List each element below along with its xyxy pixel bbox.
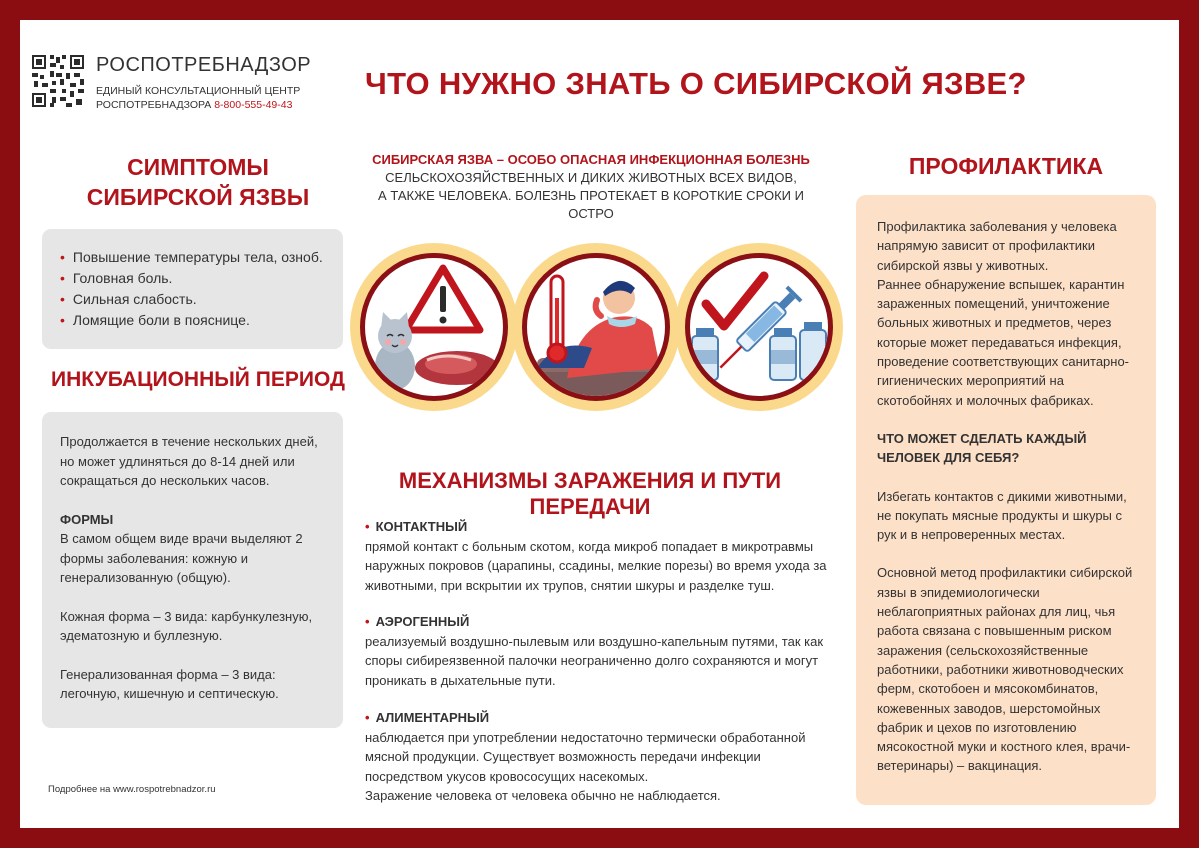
list-item: • Головная боль. [60, 268, 343, 289]
mechanism-aerogenic [365, 612, 835, 690]
forms-heading: ФОРМЫ [60, 511, 114, 527]
mechanism-text: наблюдается при употреблении недостаточно термически обработанной мясной продукции. Существует возможность передачи инфекции посредством укусов кровососущих насекомых. [365, 729, 806, 784]
consult-center-line1: ЕДИНЫЙ КОНСУЛЬТАЦИОННЫЙ ЦЕНТР [96, 85, 301, 97]
intro-highlight: СИБИРСКАЯ ЯЗВА – ОСОБО ОПАСНАЯ ИНФЕКЦИОННАЯ БОЛЕЗНЬ [372, 152, 810, 167]
mechanisms-heading: МЕХАНИЗМЫ ЗАРАЖЕНИЯ И ПУТИ ПЕРЕДАЧИ [398, 468, 782, 519]
symptoms-heading: СИМПТОМЫ СИБИРСКОЙ ЯЗВЫ [86, 154, 310, 210]
general-form-text: Генерализованная форма – 3 вида: легочную, кишечную и септическую. [60, 666, 279, 701]
vaccine-syringe-icon [675, 243, 843, 411]
poster-sheet [20, 20, 1179, 828]
prevention-p1: Профилактика заболевания у человека напрямую зависит от профилактики сибирской язвы у животных. [877, 219, 1117, 273]
incubation-box [42, 412, 343, 728]
page-title: ЧТО НУЖНО ЗНАТЬ О СИБИРСКОЙ ЯЗВЕ? [365, 66, 1027, 101]
qr-code-icon [30, 53, 86, 109]
incubation-text: Продолжается в течение нескольких дней, но может удлиняться до 8-14 дней или сокращаться до нескольких часов. [60, 434, 318, 488]
mechanism-contact [365, 517, 835, 595]
prevention-subheading: ЧТО МОЖЕТ СДЕЛАТЬ КАЖДЫЙ ЧЕЛОВЕК ДЛЯ СЕБЯ? [877, 430, 1087, 466]
mechanism-title: • АЛИМЕНТАРНЫЙ [365, 708, 835, 728]
hotline-phone: 8-800-555-49-43 [214, 99, 293, 111]
mechanism-text: прямой контакт с больным скотом, когда микроб попадает в микротравмы наружных покровов (царапины, ссадины, мелкие порезы) во время ухода за животными, при вскрытии их трупов, снятии шкуры и разделке туш. [365, 538, 827, 593]
symptoms-list [42, 229, 343, 349]
prevention-p3: Избегать контактов с дикими животными, не покупать мясные продукты и шкуры с рук и в непроверенных местах. [877, 488, 1127, 543]
mechanism-alimentary [365, 708, 835, 806]
consult-center-line2: РОСПОТРЕБНАДЗОРА [96, 99, 212, 111]
list-item: • Сильная слабость. [60, 289, 343, 310]
mechanism-title: • АЭРОГЕННЫЙ [365, 612, 835, 632]
forms-text: В самом общем виде врачи выделяют 2 формы заболевания: кожную и генерализованную (общую). [60, 531, 303, 585]
prevention-box [856, 195, 1156, 805]
list-item: • Ломящие боли в пояснице. [60, 310, 343, 331]
intro-text: СИБИРСКАЯ ЯЗВА – ОСОБО ОПАСНАЯ ИНФЕКЦИОННАЯ БОЛЕЗНЬ СЕЛЬСКОХОЗЯЙСТВЕННЫХ И ДИКИХ ЖИВОТНЫХ ВСЕХ ВИДОВ, А ТАКЖЕ ЧЕЛОВЕКА. БОЛЕЗНЬ ПРОТЕКАЕТ В КОРОТКИЕ СРОКИ И ОСТРО [356, 151, 826, 223]
prevention-p4: Основной метод профилактики сибирской язвы в эпидемиологически неблагоприятных районах для лиц, чья работа связана с повышенным риском заражения (сельскохозяйственные работники, работники животноводческих ферм, скотобоен и мясокомбинатов, кожевенных заводов, шерстомойных фабрик и цехов по изготовлению мясокостной муки и костного клея, врачи-ветеринары) – вакцинация. [877, 565, 1133, 774]
mechanism-text: реализуемый воздушно-пылевым или воздушно-капельным путями, так как споры сибиреязвенной палочки неограниченно долго сохраняются и могут проникать в дыхательные пути. [365, 633, 824, 688]
transmission-note: Заражение человека от человека обычно не наблюдается. [365, 788, 721, 803]
sick-person-thermometer-icon [512, 243, 680, 411]
incubation-heading: ИНКУБАЦИОННЫЙ ПЕРИОД [51, 368, 345, 391]
more-info-link[interactable]: Подробнее на www.rospotrebnadzor.ru [48, 784, 216, 795]
consult-center [96, 84, 300, 112]
prevention-p2: Раннее обнаружение вспышек, карантин зараженных помещений, уничтожение больных животных и предметов, через которые может передаваться инфекция, проведение соответствующих санитарно-гигиенических мероприятий на скотобойнях и молочных фабриках. [877, 276, 1130, 408]
org-name: РОСПОТРЕБНАДЗОР [96, 54, 312, 76]
mechanism-title: • КОНТАКТНЫЙ [365, 517, 835, 537]
prevention-heading: ПРОФИЛАКТИКА [908, 153, 1104, 179]
skin-form-text: Кожная форма – 3 вида: карбункулезную, эдематозную и буллезную. [60, 608, 313, 643]
warning-cat-meat-icon [350, 243, 518, 411]
list-item: • Повышение температуры тела, озноб. [60, 247, 343, 268]
